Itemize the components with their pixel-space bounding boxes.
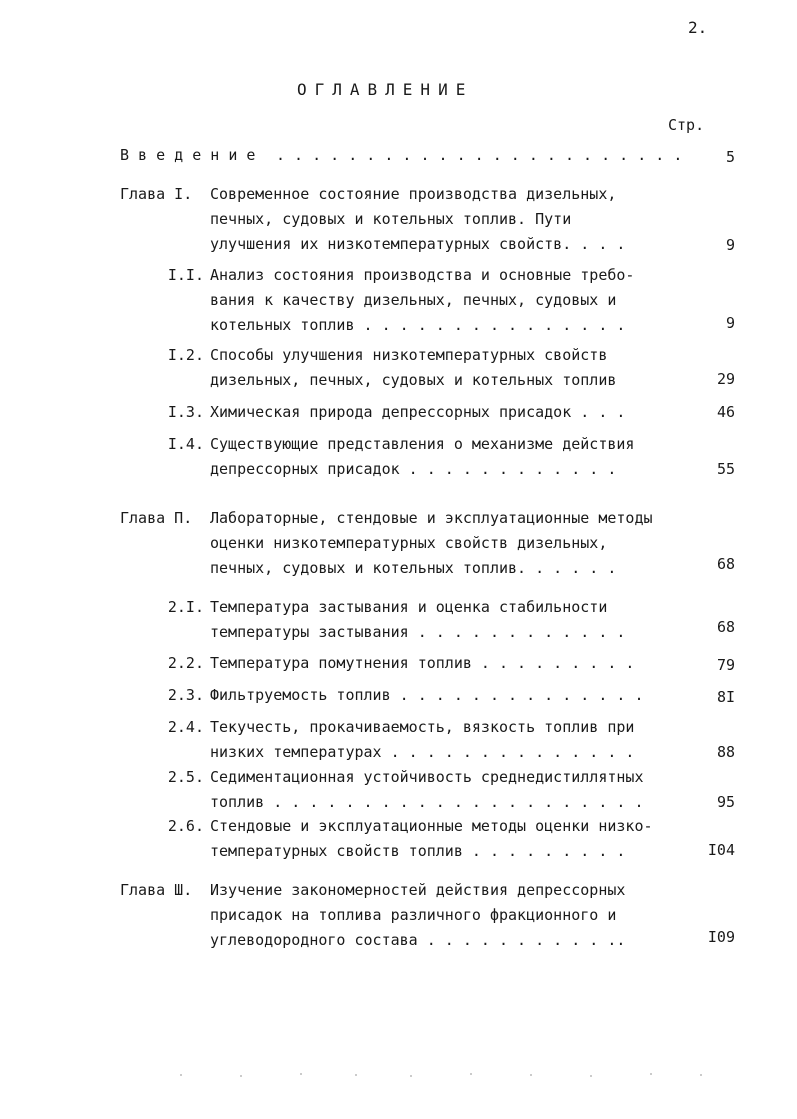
section-page: 9 (725, 314, 735, 332)
chapter-label: Глава П. (120, 509, 193, 527)
chapter-title-line: оценки низкотемпературных свойств дизельных, (210, 534, 608, 552)
section-title-line: температурных свойств топлив . . . . . . . . . (210, 842, 626, 860)
section-number: I.I. (167, 266, 204, 284)
section-page: 79 (716, 656, 735, 674)
section-title-line: вания к качеству дизельных, печных, судовых и (210, 291, 617, 309)
section-number: 2.3. (167, 686, 204, 704)
chapter-page: 9 (725, 236, 735, 254)
section-number: 2.5. (167, 768, 204, 786)
section-number: 2.6. (167, 817, 204, 835)
section-title-line: Текучесть, прокачиваемость, вязкость топлив при (210, 718, 635, 736)
section-title-line: Способы улучшения низкотемпературных свойств (210, 346, 608, 364)
section-title-line: Химическая природа депрессорных присадок . . . (210, 403, 626, 421)
section-title-line: температуры застывания . . . . . . . . . . . . (210, 623, 626, 641)
section-page: I04 (707, 841, 735, 859)
section-number: I.3. (167, 403, 204, 421)
section-page: 88 (716, 743, 735, 761)
section-title-line: Фильтруемость топлив . . . . . . . . . . . . . . (210, 686, 644, 704)
section-page: 8I (716, 688, 735, 706)
section-page: 68 (716, 618, 735, 636)
chapter-label: Глава I. (120, 185, 193, 203)
section-title-line: Анализ состояния производства и основные требо- (210, 266, 635, 284)
section-title-line: топлив . . . . . . . . . . . . . . . . . . . . . (210, 793, 644, 811)
chapter-label: Глава Ш. (120, 881, 193, 899)
chapter-page: I09 (707, 928, 735, 946)
section-page: 46 (716, 403, 735, 421)
section-page: 55 (716, 460, 735, 478)
section-title-line: Температура застывания и оценка стабильности (210, 598, 608, 616)
chapter-title-line: углеводородного состава . . . . . . . . . . .. (210, 931, 626, 949)
intro-page: 5 (725, 148, 735, 166)
section-page: 95 (716, 793, 735, 811)
toc-title: ОГЛАВЛЕНИЕ (297, 80, 474, 99)
section-title-line: котельных топлив . . . . . . . . . . . . . . . (210, 316, 626, 334)
page-column-header: Стр. (668, 116, 705, 134)
chapter-title-line: печных, судовых и котельных топлив. . . . . . (210, 559, 617, 577)
chapter-page: 68 (716, 555, 735, 573)
section-title-line: низких температурах . . . . . . . . . . . . . . (210, 743, 635, 761)
section-number: 2.I. (167, 598, 204, 616)
chapter-title-line: Современное состояние производства дизельных, (210, 185, 617, 203)
section-title-line: дизельных, печных, судовых и котельных топлив (210, 371, 617, 389)
chapter-title-line: Изучение закономерностей действия депрессорных (210, 881, 626, 899)
chapter-title-line: улучшения их низкотемпературных свойств. . . . (210, 235, 626, 253)
chapter-title-line: печных, судовых и котельных топлив. Пути (210, 210, 572, 228)
chapter-title-line: Лабораторные, стендовые и эксплуатационные методы (210, 509, 653, 527)
intro-label: В в е д е н и е (120, 146, 256, 164)
section-page: 29 (716, 370, 735, 388)
chapter-title-line: присадок на топлива различного фракционного и (210, 906, 617, 924)
section-number: I.4. (167, 435, 204, 453)
intro-dots: . . . . . . . . . . . . . . . . . . . . . . . (276, 146, 683, 164)
section-title-line: Существующие представления о механизме действия (210, 435, 635, 453)
section-title-line: Температура помутнения топлив . . . . . . . . . (210, 654, 635, 672)
section-number: I.2. (167, 346, 204, 364)
page-number: 2. (688, 18, 708, 37)
section-number: 2.2. (167, 654, 204, 672)
section-title-line: депрессорных присадок . . . . . . . . . . . . (210, 460, 617, 478)
section-title-line: Стендовые и эксплуатационные методы оценки низко- (210, 817, 653, 835)
section-number: 2.4. (167, 718, 204, 736)
section-title-line: Седиментационная устойчивость среднедистиллятных (210, 768, 644, 786)
